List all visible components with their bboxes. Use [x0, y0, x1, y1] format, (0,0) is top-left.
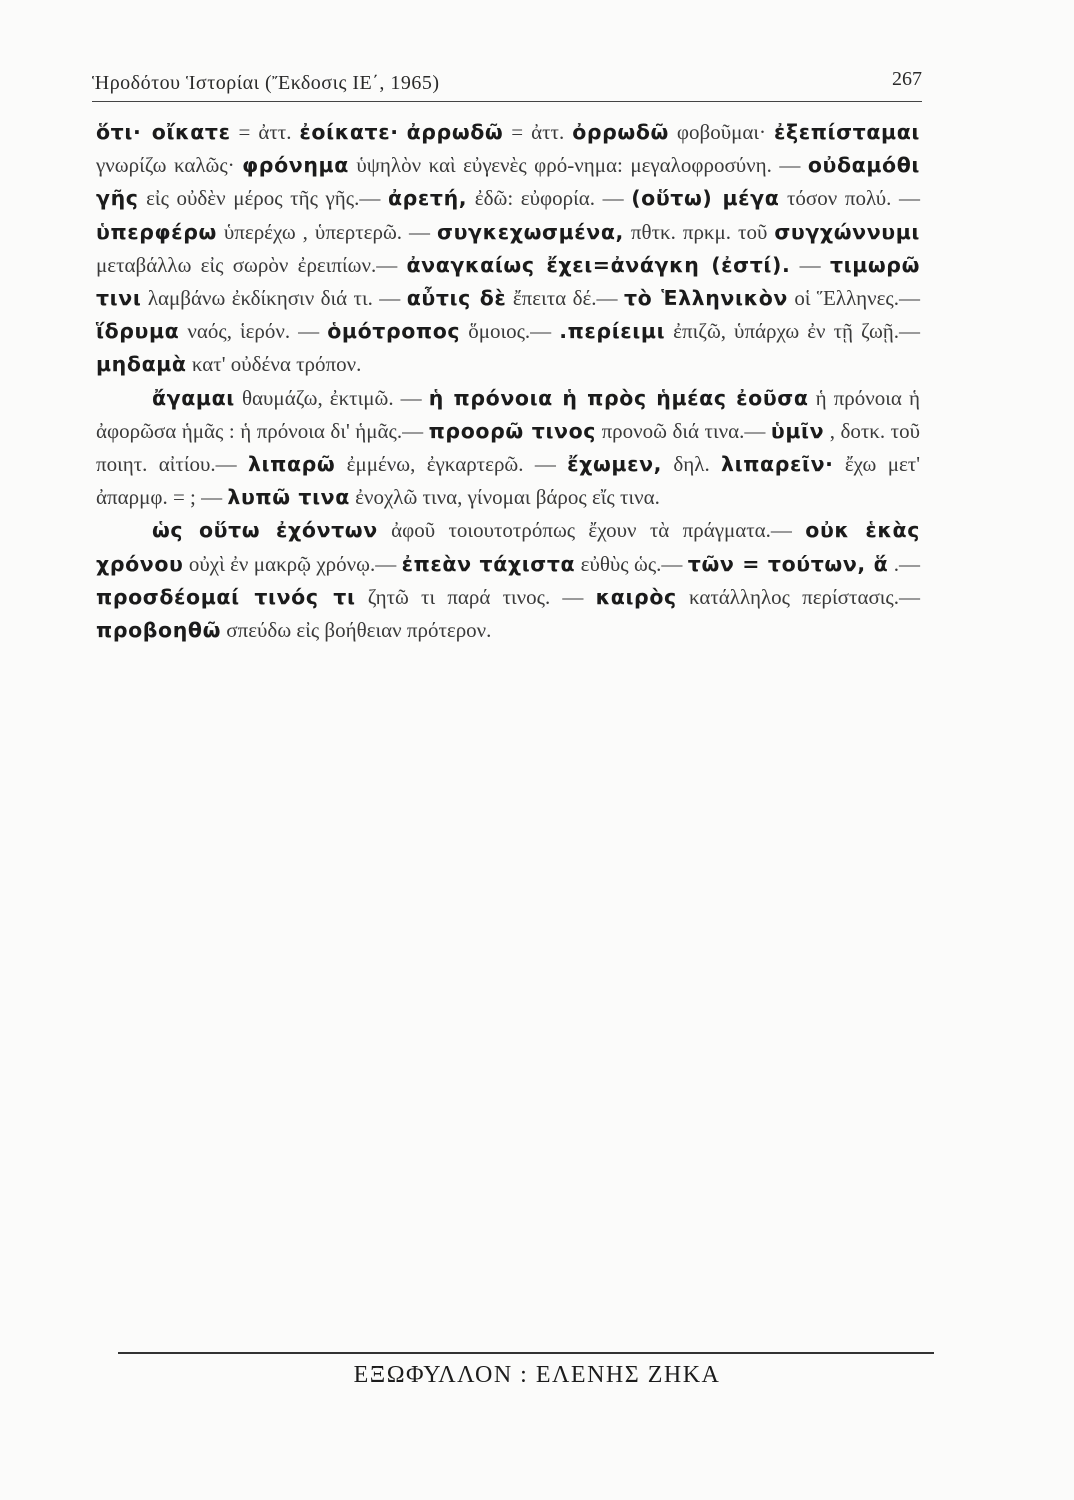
headword: οὐδαμόθι γῆς: [96, 153, 921, 211]
header-rule: [92, 101, 922, 102]
gloss-text: οἱ Ἕλληνες.—: [787, 286, 920, 311]
headword: προβοηθῶ: [96, 618, 222, 643]
gloss-text: ἐμμένω, ἐγκαρτερῶ. —: [335, 452, 568, 477]
headword: μηδαμὰ: [96, 352, 187, 377]
headword: ὁμότροπος: [327, 319, 461, 344]
headword: τῶν = τούτων, ἅ: [687, 551, 889, 576]
headword: ἡ πρόνοια ἡ πρὸς ἡμέας ἐοῦσα: [428, 385, 809, 410]
headword: ὑμῖν: [770, 418, 825, 443]
gloss-text: τόσον πολύ. —: [779, 186, 920, 211]
headword: ἐοίκατε·: [299, 120, 399, 144]
headword: φρόνημα: [242, 153, 349, 178]
headword: ἀρετή,: [387, 186, 468, 211]
glossary-paragraph: [96, 116, 920, 382]
gloss-text: γνωρίζω καλῶς·: [96, 153, 243, 178]
gloss-text: εἰς οὐδὲν μέρος τῆς γῆς.—: [138, 186, 388, 211]
running-head-title: Ἡροδότου Ἱστορίαι (Ἔκδοσις ΙΕ΄, 1965): [92, 72, 440, 94]
headword: ἐπεὰν τάχιστα: [401, 551, 576, 576]
gloss-text: εὐθὺς ὡς.—: [575, 551, 688, 576]
headword: τιμωρῶ τινι: [96, 252, 921, 311]
headword: οἴκατε: [141, 120, 231, 144]
gloss-text: ἐδῶ: εὐφορία. —: [467, 186, 632, 211]
headword: ἀρρωδῶ: [406, 120, 504, 144]
headword: ὀρρωδῶ: [572, 120, 669, 144]
gloss-text: ἔπειτα δέ.—: [506, 286, 624, 311]
headword: λιπαρῶ: [247, 452, 336, 477]
gloss-text: πθτκ. πρκμ. τοῦ: [623, 219, 775, 244]
gloss-text: μεταβάλλω εἰς σωρὸν ἐρειπίων.—: [96, 252, 407, 277]
headword: ἄγαμαι: [152, 385, 235, 410]
gloss-text: = ἀττ.: [230, 120, 300, 144]
gloss-text: ὑπερέχω , ὑπερτερῶ. —: [216, 219, 438, 244]
headword: λυπῶ τινα: [227, 485, 350, 510]
gloss-text: φοβοῦμαι·: [668, 120, 774, 144]
footer-credit: ΕΞΩΦΥΛΛΟΝ : ΕΛΕΝΗΣ ΖΗΚΑ: [353, 1362, 721, 1388]
gloss-text: ἐνοχλῶ τινα, γίνομαι βάρος εἴς τινα.: [349, 485, 660, 510]
gloss-text: —: [790, 252, 830, 277]
headword: ἔχωμεν,: [567, 452, 663, 477]
gloss-text: ζητῶ τι παρά τινος. —: [355, 584, 596, 609]
gloss-text: κατάλληλος περίστασις.—: [676, 584, 920, 609]
page-number: 267: [892, 68, 922, 90]
headword: ἀναγκαίως ἔχει=ἀνάγκη (ἐστί).: [406, 252, 791, 277]
gloss-text: σπεύδω εἰς βοήθειαν πρότερον.: [221, 618, 492, 643]
gloss-text: .—: [888, 551, 920, 576]
gloss-text: οὐχὶ ἐν μακρῷ χρόνῳ.—: [183, 551, 402, 576]
glossary-paragraph: [96, 514, 920, 647]
headword: αὖτις δὲ: [406, 286, 507, 311]
gloss-text: ἔχω μετ' ἀπαρμφ. = ; —: [96, 452, 920, 510]
headword: συγχώννυμι: [774, 219, 920, 244]
headword: ὅτι·: [96, 120, 142, 144]
glossary-body: [96, 116, 920, 647]
gloss-text: θαυμάζω, ἐκτιμῶ. —: [234, 385, 429, 410]
gloss-text: δηλ.: [662, 452, 722, 477]
running-head: [92, 68, 922, 100]
headword: ὑπερφέρω: [96, 219, 217, 244]
gloss-text: προνοῶ διά τινα.—: [596, 418, 771, 443]
gloss-text: = ἀττ.: [503, 120, 573, 144]
gloss-text: κατ' οὐδένα τρόπον.: [186, 352, 362, 377]
headword: ὡς οὕτω ἐχόντων: [152, 518, 378, 543]
headword: ἐξεπίσταμαι: [773, 120, 920, 144]
headword: οὐκ ἑκὰς χρόνου: [96, 518, 920, 576]
gloss-text: ὑψηλὸν καὶ εὐγενὲς φρό-νημα: μεγαλοφροσύνη. —: [348, 153, 808, 178]
headword: συγκεχωσμένα,: [437, 219, 624, 244]
headword: προορῶ τινος: [428, 418, 597, 443]
headword: καιρὸς: [595, 584, 677, 609]
headword: προσδέομαί τινός τι: [96, 584, 356, 609]
headword: ἵδρυμα: [96, 319, 180, 344]
headword: τὸ Ἑλληνικὸν: [623, 286, 788, 311]
headword: (οὕτω) μέγα: [631, 186, 780, 211]
glossary-paragraph: [96, 382, 920, 515]
gloss-text: ὅμοιος.—: [460, 319, 560, 344]
gloss-text: ἐπιζῶ, ὑπάρχω ἐν τῇ ζωῇ.—: [665, 319, 920, 344]
gloss-text: λαμβάνω ἐκδίκησιν διά τι. —: [141, 286, 407, 311]
headword: .περίειμι: [559, 319, 666, 344]
gloss-text: ναός, ἱερόν. —: [179, 319, 328, 344]
gloss-text: ἡ πρόνοια ἡ ἀφορῶσα ἡμᾶς : ἡ πρόνοια δι' ἡμᾶς.—: [96, 385, 920, 443]
gloss-text: ἀφοῦ τοιουτοτρόπως ἔχουν τὰ πράγματα.—: [377, 518, 806, 543]
gloss-text: [399, 120, 407, 144]
headword: λιπαρεῖν·: [721, 452, 834, 477]
gloss-text: , δοτκ. τοῦ ποιητ. αἰτίου.—: [96, 418, 920, 477]
